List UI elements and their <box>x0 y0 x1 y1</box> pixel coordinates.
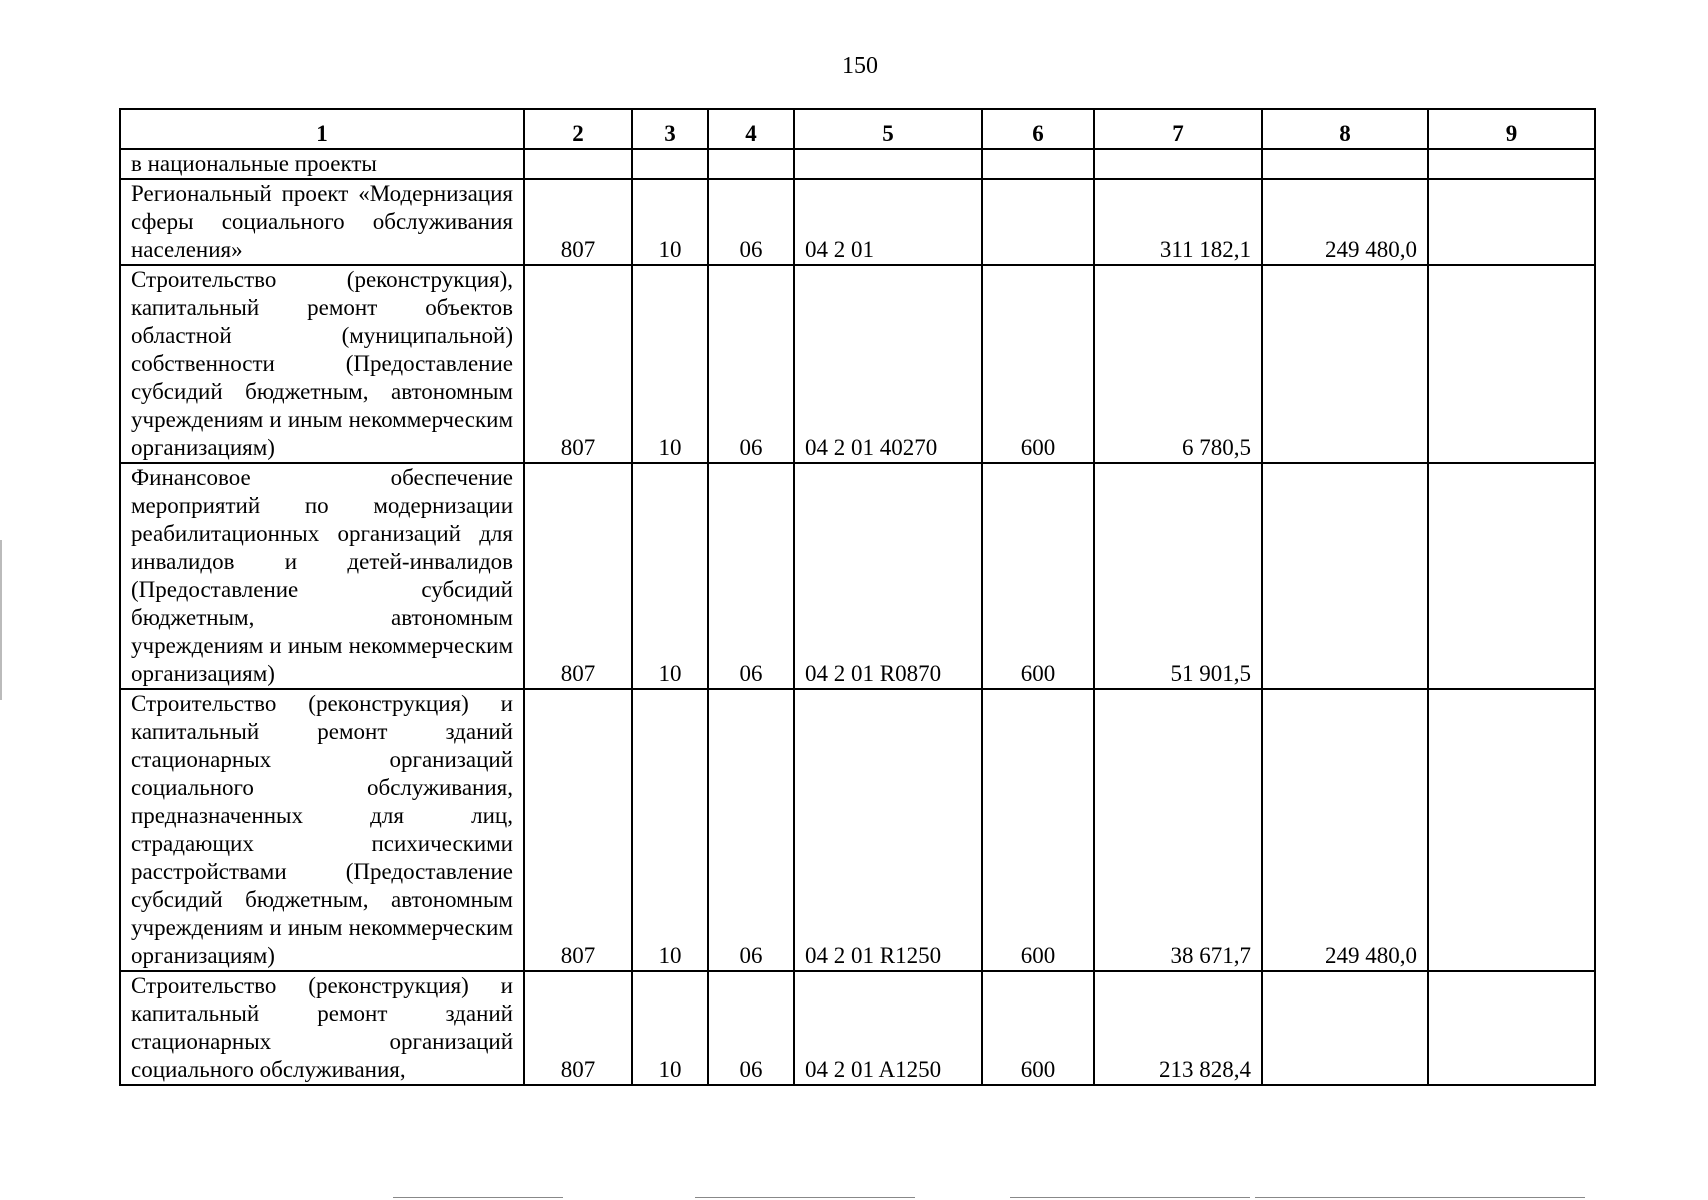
column-header-9: 9 <box>1428 109 1595 149</box>
row-description: Строительство (реконструкция) и капитальный ремонт зданий стационарных организаций социального обслуживания, <box>120 971 524 1085</box>
cell-col-4: 06 <box>708 179 794 265</box>
scan-artifact-line <box>1255 1197 1585 1198</box>
cell-col-5: 04 2 01 R1250 <box>794 689 982 971</box>
cell-col-8 <box>1262 149 1428 179</box>
cell-col-5: 04 2 01 A1250 <box>794 971 982 1085</box>
cell-col-3 <box>632 149 708 179</box>
column-header-3: 3 <box>632 109 708 149</box>
row-description: Финансовое обеспечение мероприятий по модернизации реабилитационных организаций для инвалидов и детей-инвалидов (Предоставление субсидий бюджетным, автономным учреждениям и иным некоммерческим организациям) <box>120 463 524 689</box>
cell-col-4: 06 <box>708 689 794 971</box>
cell-col-3: 10 <box>632 179 708 265</box>
cell-col-4 <box>708 149 794 179</box>
cell-col-2: 807 <box>524 971 632 1085</box>
cell-col-7: 6 780,5 <box>1094 265 1262 463</box>
cell-col-7: 311 182,1 <box>1094 179 1262 265</box>
cell-col-8: 249 480,0 <box>1262 689 1428 971</box>
table-row <box>120 149 1595 179</box>
cell-col-8 <box>1262 971 1428 1085</box>
column-header-1: 1 <box>120 109 524 149</box>
row-description: в национальные проекты <box>120 149 524 179</box>
budget-table <box>119 108 1596 1086</box>
table-row <box>120 689 1595 971</box>
column-header-2: 2 <box>524 109 632 149</box>
cell-col-6: 600 <box>982 689 1094 971</box>
cell-col-6 <box>982 179 1094 265</box>
cell-col-6: 600 <box>982 265 1094 463</box>
cell-col-8 <box>1262 463 1428 689</box>
cell-col-3: 10 <box>632 463 708 689</box>
cell-col-4: 06 <box>708 971 794 1085</box>
cell-col-9 <box>1428 179 1595 265</box>
column-header-7: 7 <box>1094 109 1262 149</box>
cell-col-5 <box>794 149 982 179</box>
cell-col-6 <box>982 149 1094 179</box>
cell-col-9 <box>1428 689 1595 971</box>
cell-col-4: 06 <box>708 463 794 689</box>
column-header-4: 4 <box>708 109 794 149</box>
cell-col-2: 807 <box>524 265 632 463</box>
cell-col-9 <box>1428 149 1595 179</box>
cell-col-2: 807 <box>524 463 632 689</box>
cell-col-5: 04 2 01 <box>794 179 982 265</box>
cell-col-9 <box>1428 463 1595 689</box>
row-description: Строительство (реконструкция) и капитальный ремонт зданий стационарных организаций социального обслуживания, предназначенных для лиц, страдающих психическими расстройствами (Предоставление субсидий бюджетным, автономным учреждениям и иным некоммерческим организациям) <box>120 689 524 971</box>
cell-col-2: 807 <box>524 689 632 971</box>
cell-col-7: 213 828,4 <box>1094 971 1262 1085</box>
column-header-6: 6 <box>982 109 1094 149</box>
table-row <box>120 179 1595 265</box>
row-description: Региональный проект «Модернизация сферы социального обслуживания населения» <box>120 179 524 265</box>
table-row <box>120 971 1595 1085</box>
table-row <box>120 463 1595 689</box>
cell-col-3: 10 <box>632 971 708 1085</box>
cell-col-4: 06 <box>708 265 794 463</box>
cell-col-6: 600 <box>982 971 1094 1085</box>
cell-col-8: 249 480,0 <box>1262 179 1428 265</box>
cell-col-5: 04 2 01 R0870 <box>794 463 982 689</box>
scan-artifact-line <box>393 1197 563 1198</box>
cell-col-8 <box>1262 265 1428 463</box>
cell-col-7: 51 901,5 <box>1094 463 1262 689</box>
table-row <box>120 265 1595 463</box>
scan-artifact-line <box>695 1197 915 1198</box>
row-description: Строительство (реконструкция), капитальный ремонт объектов областной (муниципальной) собственности (Предоставление субсидий бюджетным, автономным учреждениям и иным некоммерческим организациям) <box>120 265 524 463</box>
cell-col-3: 10 <box>632 689 708 971</box>
cell-col-2 <box>524 149 632 179</box>
cell-col-9 <box>1428 971 1595 1085</box>
cell-col-5: 04 2 01 40270 <box>794 265 982 463</box>
cell-col-9 <box>1428 265 1595 463</box>
cell-col-2: 807 <box>524 179 632 265</box>
cell-col-3: 10 <box>632 265 708 463</box>
cell-col-6: 600 <box>982 463 1094 689</box>
cell-col-7: 38 671,7 <box>1094 689 1262 971</box>
scan-edge-mark <box>0 540 2 700</box>
scan-artifact-line <box>1010 1197 1250 1198</box>
column-header-8: 8 <box>1262 109 1428 149</box>
cell-col-7 <box>1094 149 1262 179</box>
column-header-5: 5 <box>794 109 982 149</box>
page-number: 150 <box>842 53 878 79</box>
header-row <box>120 109 1595 149</box>
